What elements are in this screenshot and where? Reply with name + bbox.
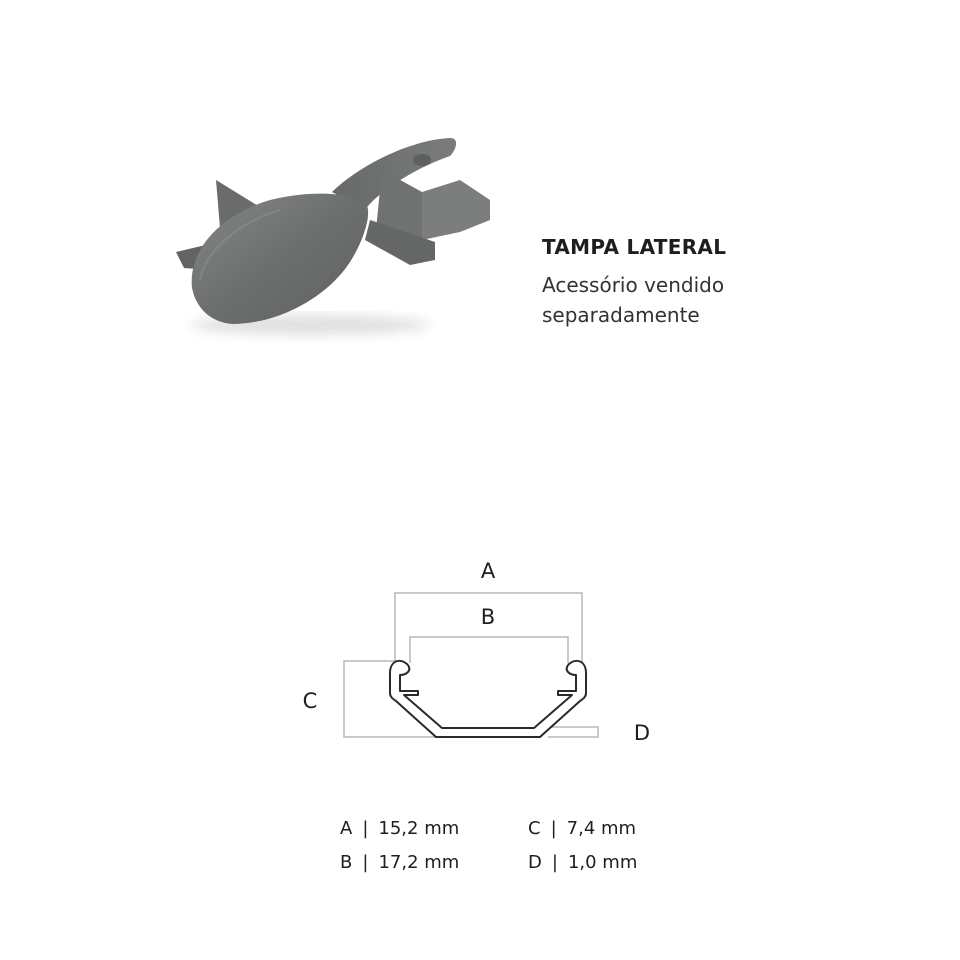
spec-d xyxy=(528,852,637,873)
guide-d xyxy=(548,727,598,737)
spec-a xyxy=(340,818,459,839)
product-title: TAMPA LATERAL xyxy=(542,235,727,259)
guide-b xyxy=(410,637,568,663)
label-c: C xyxy=(302,689,318,713)
end-cap-illustration xyxy=(160,120,520,350)
label-a: A xyxy=(480,559,496,583)
spec-separator: | xyxy=(550,818,557,839)
label-d: D xyxy=(633,721,651,745)
spec-value: 7,4 mm xyxy=(566,818,637,839)
subtitle-line-2: separadamente xyxy=(542,303,700,327)
spec-separator: | xyxy=(362,852,369,873)
subtitle-line-1: Acessório vendido xyxy=(542,273,725,297)
profile-outline xyxy=(390,661,586,737)
spec-c xyxy=(528,818,636,839)
label-b: B xyxy=(480,605,496,629)
spec-value: 1,0 mm xyxy=(567,852,638,873)
spec-letter: C xyxy=(528,818,541,839)
spec-separator: | xyxy=(362,818,369,839)
spec-letter: B xyxy=(340,852,353,873)
rail-hole xyxy=(413,154,431,166)
spec-value: 17,2 mm xyxy=(378,852,460,873)
profile-diagram-svg xyxy=(290,545,680,760)
cap-face xyxy=(192,194,368,324)
spec-separator: | xyxy=(551,852,558,873)
spec-value: 15,2 mm xyxy=(378,818,460,839)
spec-letter: D xyxy=(528,852,542,873)
spec-letter: A xyxy=(340,818,353,839)
profile-diagram xyxy=(290,545,680,760)
product-info xyxy=(542,232,862,330)
product-image xyxy=(160,120,520,350)
product-subtitle xyxy=(542,270,862,330)
dimension-guides xyxy=(344,593,598,737)
spec-b xyxy=(340,852,459,873)
clip-tab-back xyxy=(422,180,490,240)
